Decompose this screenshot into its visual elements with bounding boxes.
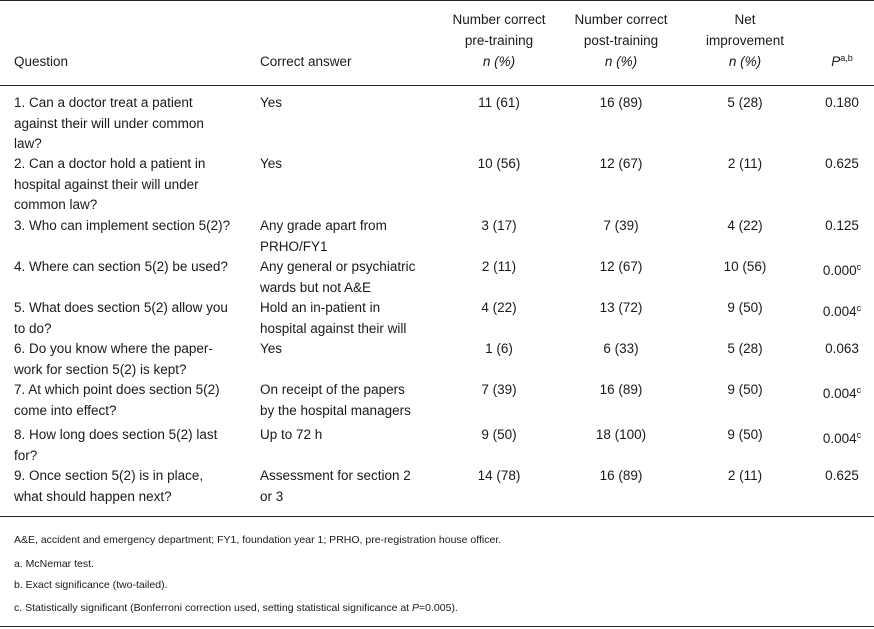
post-training-cell: 16 (89): [599, 95, 643, 110]
significance-marker: c: [856, 262, 862, 272]
post-training-cell: 12 (67): [599, 156, 643, 171]
pre-training-cell: 2 (11): [481, 259, 517, 274]
answer-cell: [260, 216, 440, 257]
question-line: hospital against their will under: [14, 176, 199, 192]
question-line: 9. Once section 5(2) is in place,: [14, 468, 204, 483]
answer-cell: [260, 425, 440, 446]
question-line: 8. How long does section 5(2) last: [14, 427, 218, 442]
answer-cell: [260, 257, 440, 298]
header-question: Question: [14, 54, 69, 69]
header-post-training: Number correct post-training n (%): [574, 12, 668, 69]
p-value-cell: [812, 466, 872, 487]
question-line: 1. Can a doctor treat a patient: [14, 95, 193, 110]
significance-marker: c: [856, 303, 862, 313]
question-cell: [14, 466, 250, 507]
pre-training-cell: 10 (56): [477, 156, 521, 171]
end-rule: [0, 626, 874, 627]
p-value-cell: [812, 93, 872, 114]
question-line: law?: [14, 136, 42, 151]
significance-marker: c: [856, 385, 862, 395]
pre-training-cell: 9 (50): [481, 427, 517, 442]
answer-line: by the hospital managers: [260, 402, 411, 418]
p-value-cell: [812, 257, 872, 282]
p-value: 0.004: [822, 304, 857, 319]
answer-line: Up to 72 h: [260, 427, 323, 442]
question-line: 7. At which point does section 5(2): [14, 382, 220, 397]
answer-cell: [260, 339, 440, 360]
answer-line: Yes: [260, 341, 283, 356]
pre-training-cell: 4 (22): [481, 300, 517, 315]
p-value: 0.063: [825, 341, 859, 356]
header-rule: [0, 85, 874, 86]
post-training-cell: 12 (67): [599, 259, 643, 274]
answer-line: wards but not A&E: [260, 279, 372, 295]
question-line: to do?: [14, 320, 52, 336]
answer-line: or 3: [260, 488, 284, 504]
p-value-cell: [812, 298, 872, 323]
p-value: 0.004: [822, 386, 857, 401]
question-line: 6. Do you know where the paper-: [14, 341, 213, 356]
answer-cell: [260, 298, 440, 339]
answer-line: Any grade apart from: [260, 218, 387, 233]
answer-line: Yes: [260, 156, 283, 171]
pre-training-cell: 11 (61): [478, 95, 520, 110]
p-value-cell: [812, 380, 872, 405]
net-improvement-cell: 5 (28): [727, 95, 763, 110]
header-net-improvement: Net improvement n (%): [705, 12, 785, 69]
answer-line: Hold an in-patient in: [260, 300, 381, 315]
question-cell: [14, 216, 250, 237]
question-line: work for section 5(2) is kept?: [14, 361, 187, 377]
header-correct-answer: Correct answer: [260, 54, 352, 69]
p-value-cell: [812, 154, 872, 175]
net-improvement-cell: 4 (22): [727, 218, 763, 233]
question-line: what should happen next?: [14, 488, 172, 504]
footnote-abbreviations: A&E, accident and emergency department; FY1, foundation year 1; PRHO, pre-registration house officer.: [14, 534, 502, 546]
question-line: come into effect?: [14, 402, 117, 418]
question-cell: [14, 298, 250, 339]
post-training-cell: 7 (39): [603, 218, 639, 233]
question-cell: [14, 154, 250, 216]
post-training-cell: 13 (72): [599, 300, 643, 315]
post-training-cell: 18 (100): [595, 427, 647, 442]
p-value: 0.180: [825, 95, 859, 110]
p-value: 0.125: [825, 218, 859, 233]
post-training-cell: 6 (33): [603, 341, 639, 356]
answer-cell: [260, 466, 440, 507]
question-cell: [14, 425, 250, 466]
p-value: 0.000: [822, 263, 857, 278]
p-value: 0.625: [825, 468, 859, 483]
net-improvement-cell: 2 (11): [727, 468, 763, 483]
question-cell: [14, 257, 250, 278]
net-improvement-cell: 9 (50): [727, 300, 763, 315]
significance-marker: c: [856, 430, 862, 440]
header-pre-training: Number correct pre-training n (%): [452, 12, 546, 69]
answer-line: On receipt of the papers: [260, 382, 405, 397]
question-cell: [14, 93, 250, 155]
bottom-rule: [0, 516, 874, 517]
question-line: against their will under common: [14, 115, 204, 131]
question-line: common law?: [14, 197, 98, 212]
pre-training-cell: 3 (17): [481, 218, 517, 233]
answer-line: PRHO/FY1: [260, 238, 328, 254]
p-value-cell: [812, 216, 872, 237]
post-training-cell: 16 (89): [599, 468, 643, 483]
question-line: 5. What does section 5(2) allow you: [14, 300, 228, 315]
p-value: 0.004: [822, 431, 857, 446]
pre-training-cell: 7 (39): [481, 382, 517, 397]
answer-cell: [260, 154, 440, 175]
answer-line: Yes: [260, 95, 283, 110]
answer-line: Any general or psychiatric: [260, 259, 416, 274]
footnote-b: b. Exact significance (two-tailed).: [14, 579, 168, 591]
question-line: 4. Where can section 5(2) be used?: [14, 259, 228, 274]
question-line: 2. Can a doctor hold a patient in: [14, 156, 206, 171]
question-cell: [14, 380, 250, 421]
p-value: 0.625: [825, 156, 859, 171]
p-value-cell: [812, 339, 872, 360]
answer-cell: [260, 380, 440, 421]
pre-training-cell: 1 (6): [485, 341, 513, 356]
answer-cell: [260, 93, 440, 114]
net-improvement-cell: 9 (50): [727, 427, 763, 442]
net-improvement-cell: 10 (56): [723, 259, 767, 274]
answer-line: hospital against their will: [260, 320, 407, 336]
header-p-value: P$^{a,b}$: [831, 53, 853, 69]
answer-line: Assessment for section 2: [260, 468, 411, 483]
net-improvement-cell: 2 (11): [727, 156, 763, 171]
post-training-cell: 16 (89): [599, 382, 643, 397]
pre-training-cell: 14 (78): [477, 468, 521, 483]
p-value-cell: [812, 425, 872, 450]
top-rule: [0, 0, 874, 1]
footnote-c: c. Statistically significant (Bonferroni correction used, setting statistical significance at P=0.005).: [14, 602, 458, 614]
question-line: 3. Who can implement section 5(2)?: [14, 218, 231, 233]
footnote-a: a. McNemar test.: [14, 558, 94, 570]
net-improvement-cell: 9 (50): [727, 382, 763, 397]
question-line: for?: [14, 447, 38, 463]
question-cell: [14, 339, 250, 380]
net-improvement-cell: 5 (28): [727, 341, 763, 356]
